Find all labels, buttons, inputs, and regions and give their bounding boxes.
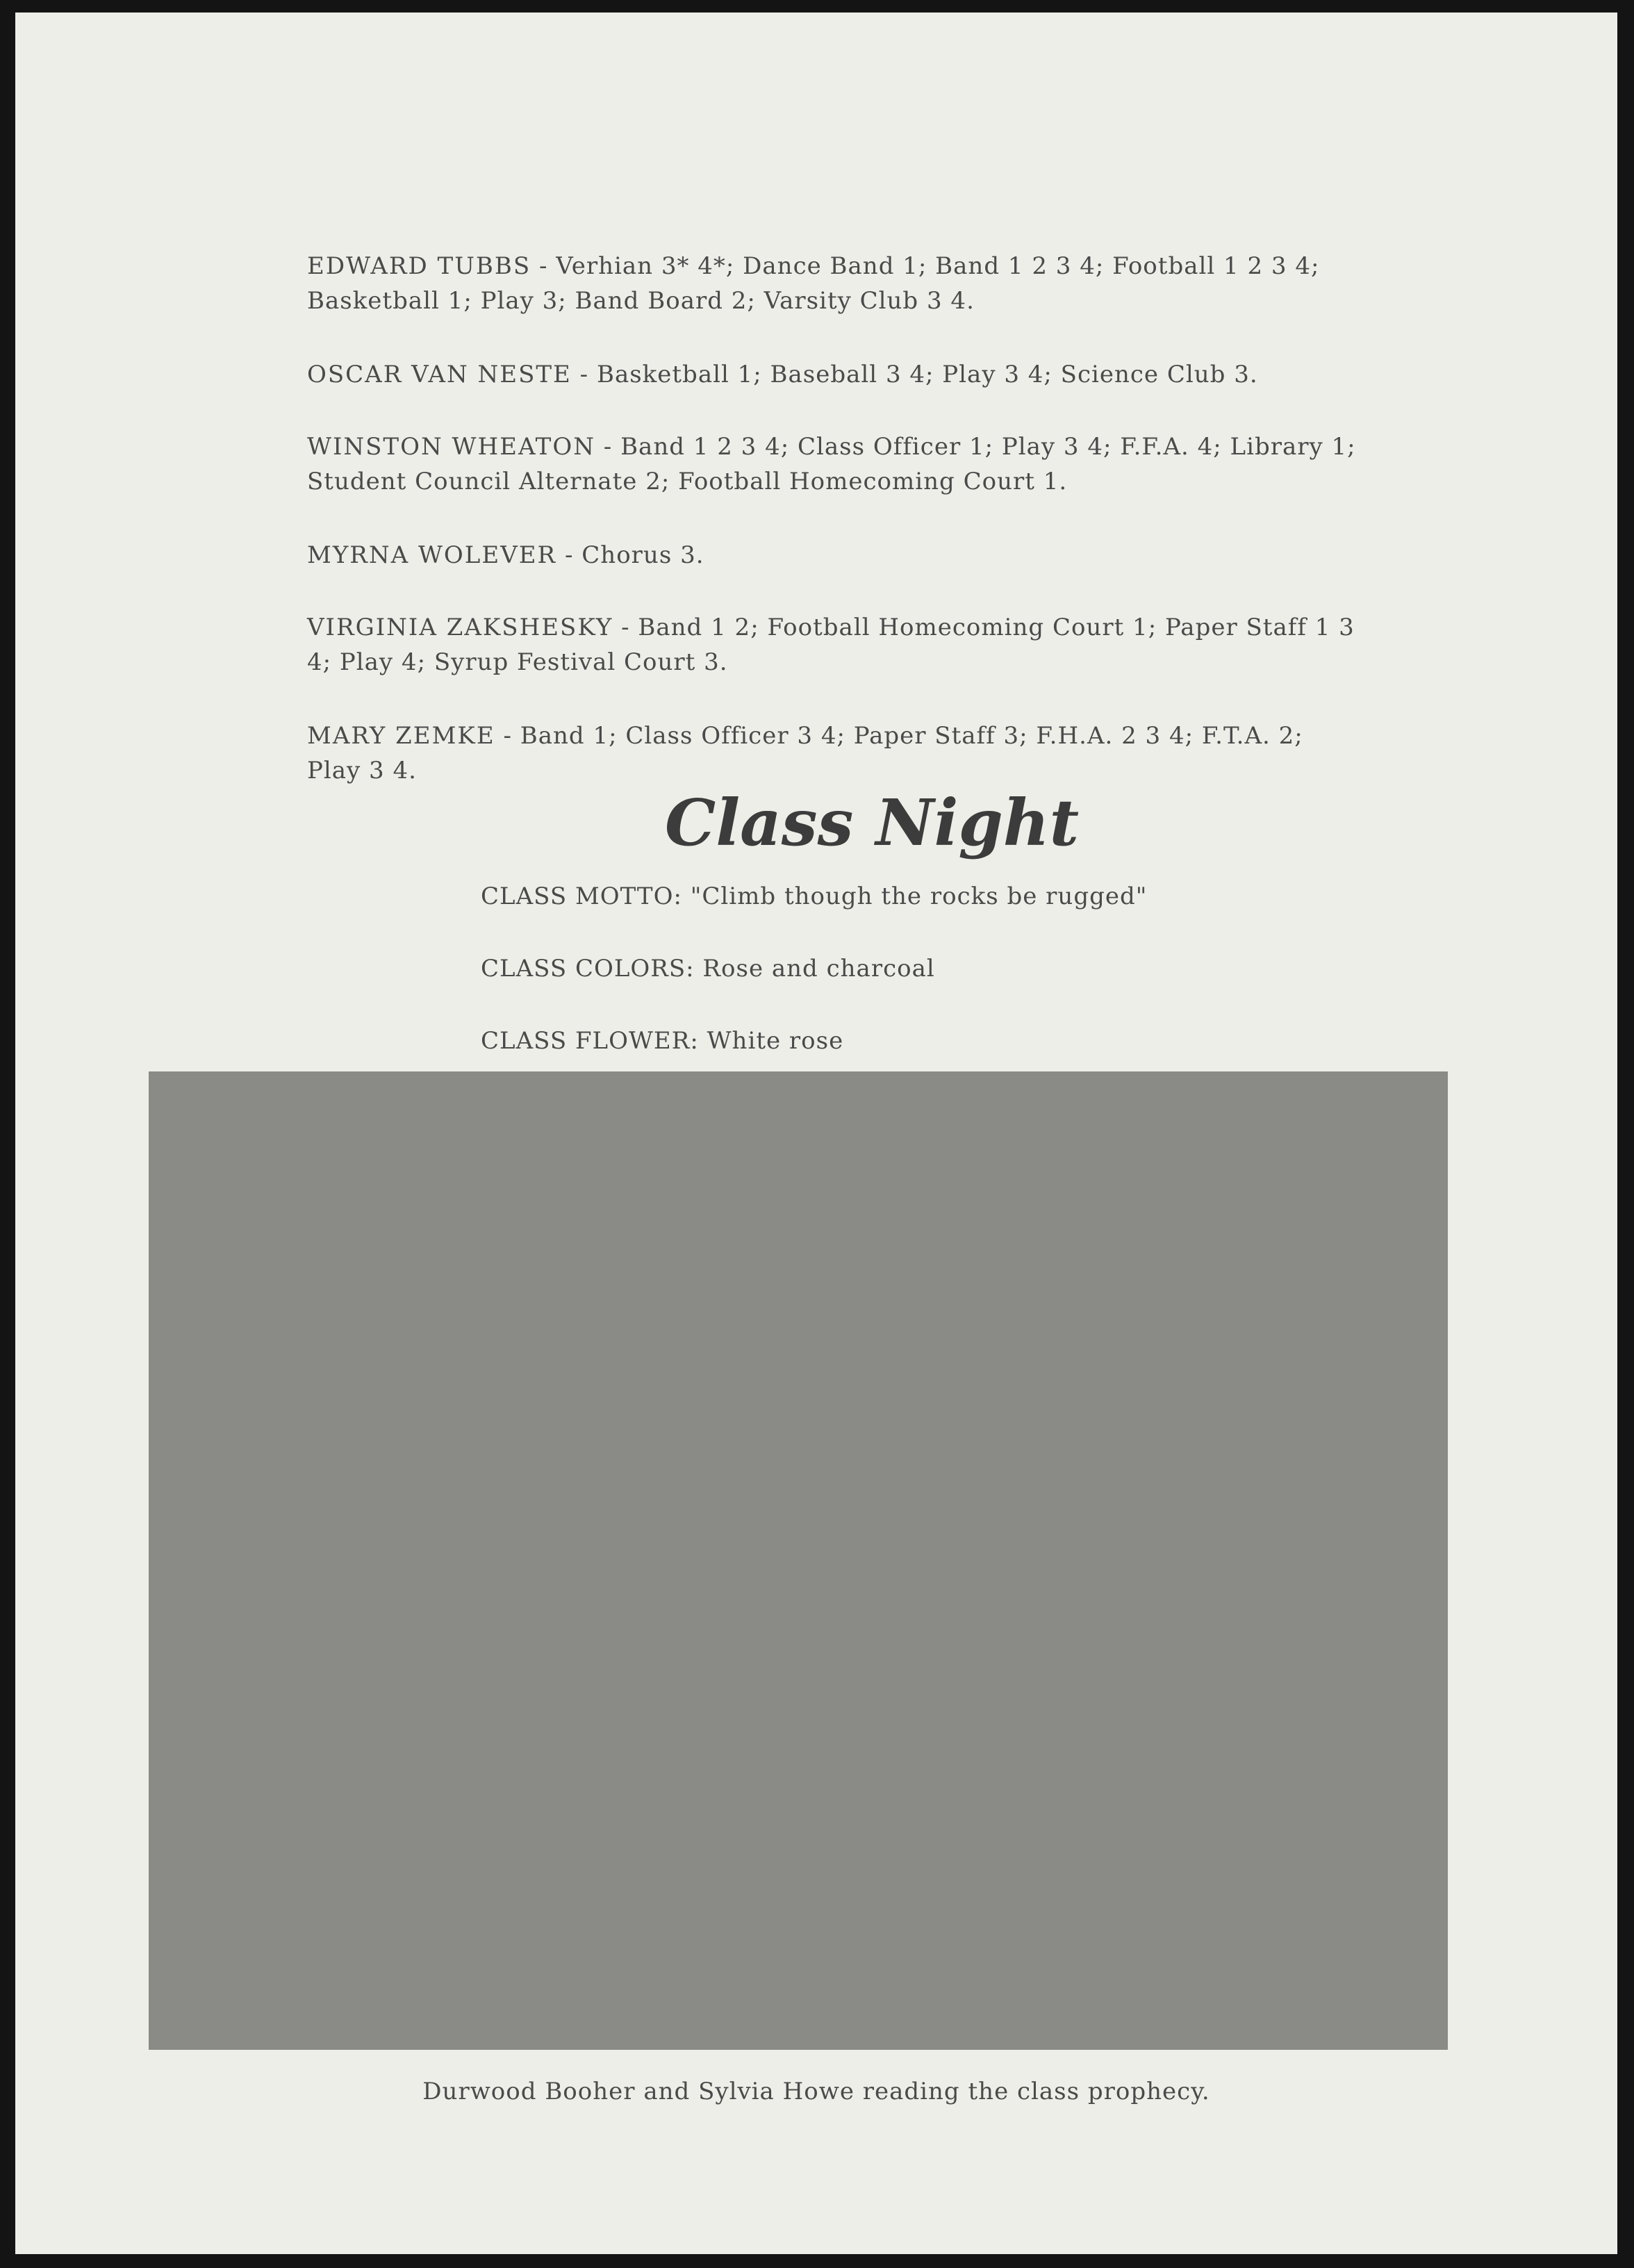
senior-entry-winston-wheaton [307,429,1363,499]
senior-entry-oscar-van-neste [307,357,1363,392]
senior-entry-mary-zemke [307,718,1363,788]
senior-name: EDWARD TUBBS [307,252,531,280]
entry-separator: - [613,614,638,641]
class-flower: CLASS FLOWER: White rose [481,1027,844,1055]
class-colors: CLASS COLORS: Rose and charcoal [481,955,935,983]
senior-name: MYRNA WOLEVER [307,541,557,569]
class-motto: CLASS MOTTO: "Climb though the rocks be rugged" [481,882,1148,910]
senior-name: VIRGINIA ZAKSHESKY [307,614,613,641]
senior-activities: Basketball 1; Baseball 3 4; Play 3 4; Science Club 3. [596,361,1258,388]
class-night-title: Class Night [665,785,1080,860]
senior-name: WINSTON WHEATON [307,433,595,461]
entry-separator: - [531,252,556,280]
senior-activities: Verhian 3* 4*; Dance Band 1; Band 1 2 3 4; Football 1 2 3 4; Basketball 1; Play 3; Band Board 2; Varsity Club 3 4. [307,252,1320,315]
entry-separator: - [595,433,621,461]
senior-entry-myrna-wolever [307,538,1363,573]
senior-activities: Band 1 2 3 4; Class Officer 1; Play 3 4; F.F.A. 4; Library 1; Student Council Alternate 2; Football Homecoming Court 1. [307,433,1356,495]
entry-separator: - [571,361,597,388]
photo-caption: Durwood Booher and Sylvia Howe reading the class prophecy. [422,2078,1210,2105]
yearbook-page [15,13,1617,2254]
senior-entry-virginia-zakshesky [307,610,1363,680]
senior-entry-edward-tubbs [307,249,1363,318]
senior-name: MARY ZEMKE [307,722,495,750]
senior-activities: Band 1; Class Officer 3 4; Paper Staff 3; F.H.A. 2 3 4; F.T.A. 2; Play 3 4. [307,722,1303,784]
entry-separator: - [556,541,582,569]
senior-name: OSCAR VAN NESTE [307,361,572,388]
senior-activities: Chorus 3. [581,541,704,569]
entry-separator: - [495,722,520,750]
class-night-photo [149,1071,1448,2050]
senior-activities: Band 1 2; Football Homecoming Court 1; Paper Staff 1 3 4; Play 4; Syrup Festival Court 3. [307,614,1355,676]
